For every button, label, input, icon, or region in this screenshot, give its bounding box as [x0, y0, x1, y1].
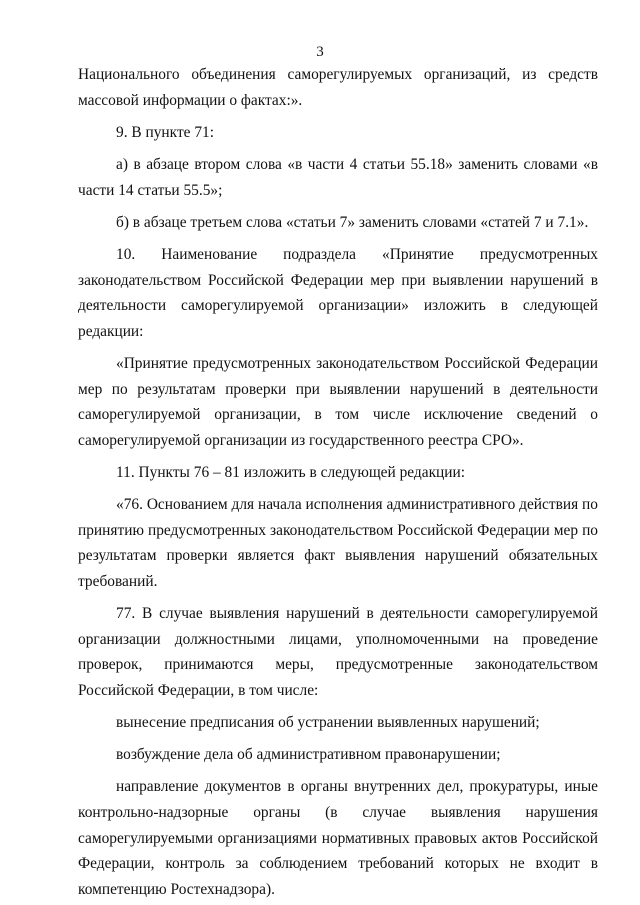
paragraph-item-9b: б) в абзаце третьем слова «статьи 7» заменить словами «статей 7 и 7.1».: [116, 213, 589, 231]
paragraph-measure-case: возбуждение дела об административном правонарушении;: [116, 746, 501, 764]
paragraph-measure-order: вынесение предписания об устранении выявленных нарушений;: [116, 714, 540, 731]
paragraph-item-9a: а) в абзаце втором слова «в части 4 статьи 55.18» заменить словами «в части 14 статьи 55.5»;: [78, 155, 598, 199]
document-body: [78, 62, 598, 902]
paragraph-item-10: 10. Наименование подраздела «Принятие предусмотренных законодательством Российской Федерации мер при выявлении нарушений в деятельности саморегулируемой организации» изложить в следующей редакции:: [78, 245, 598, 340]
paragraph-item-9: 9. В пункте 71:: [116, 123, 215, 141]
paragraph-subsection-title: «Принятие предусмотренных законодательством Российской Федерации мер по результатам проверки при выявлении нарушений в деятельности саморегулируемой организации, в том числе исключение сведений о саморегулируемой организации из государственного реестра СРО».: [78, 354, 598, 449]
paragraph-item-77: 77. В случае выявления нарушений в деятельности саморегулируемой организации должностными лицами, уполномоченными на проведение проверок, принимаются меры, предусмотренные законодательством Российской Федерации, в том числе:: [78, 605, 598, 699]
paragraph-continuation: Национального объединения саморегулируемых организаций, из средств массовой информации о фактах:».: [78, 66, 598, 109]
paragraph-item-76: «76. Основанием для начала исполнения административного действия по принятию предусмотренных законодательством Российской Федерации мер по результатам проверки является факт выявления нарушений обязательных требований.: [78, 496, 598, 590]
page-number: 3: [316, 44, 324, 60]
paragraph-item-11: 11. Пункты 76 – 81 изложить в следующей редакции:: [116, 463, 466, 481]
paragraph-measure-referral: направление документов в органы внутренних дел, прокуратуры, иные контрольно-надзорные органы (в случае выявления нарушения саморегулируемыми организациями нормативных правовых актов Российской Федерации, контроль за соблюдением требований которых не входит в компетенцию Ростехнадзора).: [78, 778, 598, 898]
